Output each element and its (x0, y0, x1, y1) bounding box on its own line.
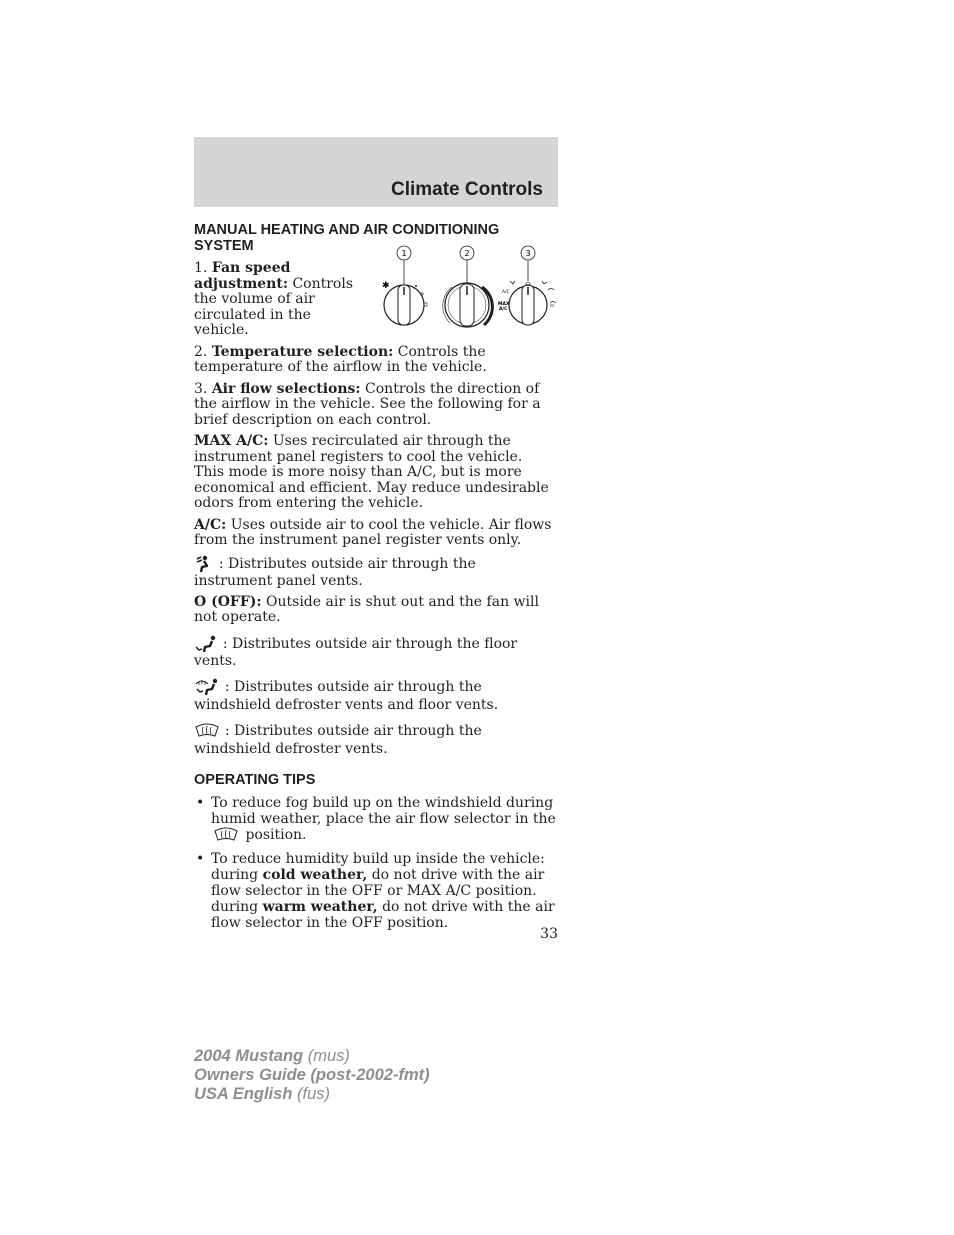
header-bar (194, 137, 558, 207)
mode-off: O (OFF): Outside air is shut out and the fan will not operate. (194, 593, 539, 625)
climate-knobs-diagram (376, 243, 556, 329)
mode-defrost: : Distributes outside air through the windshield defroster vents. (194, 722, 482, 757)
mode-floor: : Distributes outside air through the floor vents. (194, 635, 518, 669)
mode-panel: : Distributes outside air through the instrument panel vents. (194, 555, 476, 589)
intro-block (194, 249, 556, 339)
footer-line-3: USA English (fus) (194, 1085, 330, 1103)
main-content (194, 222, 556, 939)
callout-1: 1 (401, 249, 407, 258)
item-temperature: 2. Temperature selection: Controls the temperature of the airflow in the vehicle. (194, 343, 487, 375)
temperature-knob (443, 283, 493, 327)
mode-ac: A/C: Uses outside air to cool the vehicle. Air flows from the instrument panel register vents only. (194, 516, 552, 548)
callout-3: 3 (525, 249, 531, 258)
item-fan-speed: 1. Fan speed adjustment: Controls the volume of air circulated in the vehicle. (194, 260, 354, 338)
defrost-icon (194, 723, 220, 739)
page-number: 33 (540, 926, 558, 942)
knob-ac-label: A/C (502, 290, 510, 295)
fan-icon: ✱ (382, 281, 390, 291)
knob-max-label: MAX (498, 302, 510, 307)
list-item: • To reduce fog build up on the windshield during humid weather, place the air flow selector in the position. (196, 794, 556, 843)
section-title-operating-tips: OPERATING TIPS (194, 771, 316, 788)
mode-max-ac: MAX A/C: Uses recirculated air through the instrument panel registers to cool the vehicle. This mode is more noisy than A/C, but is more economical and efficient. May reduce undesirable odors from entering the vehicle. (194, 433, 549, 511)
knob-max-label-2: A/C (499, 307, 508, 312)
item-air-flow: 3. Air flow selections: Controls the direction of the airflow in the vehicle. See the following for a brief description on each control. (194, 380, 541, 428)
list-item: • To reduce humidity build up inside the vehicle: during cold weather, do not drive with the air flow selector in the OFF or MAX A/C position. during warm weather, do not drive with the air flow selector in the OFF position. (196, 850, 555, 931)
panel-vent-icon (194, 555, 214, 573)
air-flow-knob (498, 281, 556, 325)
floor-defrost-icon (194, 678, 220, 696)
mode-floor-defrost: : Distributes outside air through the windshield defroster vents and floor vents. (194, 678, 499, 713)
page-title: Climate Controls (390, 179, 543, 200)
tips-list (194, 795, 556, 931)
footer (194, 1047, 430, 1104)
callout-2: 2 (464, 249, 470, 258)
defrost-icon (211, 827, 241, 843)
floor-vent-icon (194, 635, 218, 653)
footer-line-1: 2004 Mustang (mus) (194, 1047, 350, 1065)
fan-speed-knob (382, 281, 427, 325)
footer-line-2: Owners Guide (post-2002-fmt) (194, 1066, 430, 1084)
section-title-manual-system: MANUAL HEATING AND AIR CONDITIONING SYSTEM (194, 222, 500, 254)
